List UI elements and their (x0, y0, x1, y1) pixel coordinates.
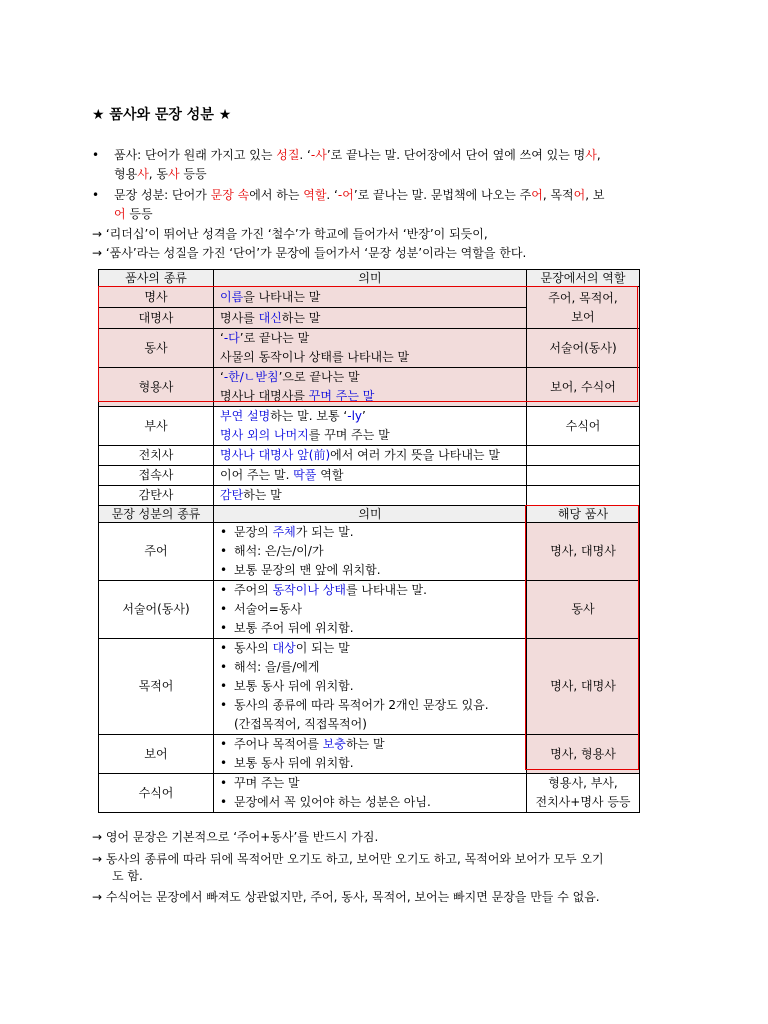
component-name: 수식어 (99, 774, 214, 813)
pos-name: 대명사 (99, 308, 214, 329)
sentence-components-table (98, 505, 640, 813)
footer-note-2: → 동사의 종류에 따라 뒤에 목적어만 오기도 하고, 보어만 오기도 하고, 목적어와 보어가 모두 오기 (92, 852, 604, 866)
pos-meaning: 명사를 대신하는 말 (214, 308, 527, 329)
component-meaning: • 문장의 주체가 되는 말. • 해석: 은/는/이/가 • 보통 문장의 맨 앞에 위치함. (214, 523, 527, 581)
pos-role: 주어, 목적어, 보어 (527, 287, 640, 329)
pos-name: 명사 (99, 287, 214, 308)
pos-meaning: 부연 설명하는 말. 보통 ‘-ly’ 명사 외의 나머지를 꾸며 주는 말 (214, 407, 527, 446)
table-row (99, 368, 640, 407)
intro-bullet-component: 문장 성분: 단어가 문장 속에서 하는 역할. ‘-어’로 끝나는 말. 문법책에 나오는 주어, 목적어, 보 (114, 188, 605, 202)
footer-note-3: → 수식어는 문장에서 빠져도 상관없지만, 주어, 동사, 목적어, 보어는 빠지면 문장을 만들 수 없음. (92, 890, 600, 904)
component-meaning: • 주어의 동작이나 상태를 나타내는 말. • 서술어=동사 • 보통 주어 뒤에 위치함. (214, 581, 527, 639)
pos-role: 수식어 (527, 407, 640, 446)
component-pos: 동사 (527, 581, 640, 639)
col-header: 의미 (214, 270, 527, 287)
bullet-mark: • (92, 148, 100, 162)
intro-bullet-component-cont: 어 등등 (114, 207, 153, 221)
pos-name: 접속사 (99, 466, 214, 486)
pos-name: 동사 (99, 329, 214, 368)
table-row (99, 329, 640, 368)
pos-role (527, 486, 640, 506)
col-header: 의미 (214, 506, 527, 523)
pos-name: 감탄사 (99, 486, 214, 506)
pos-role (527, 466, 640, 486)
intro-bullet-pos: 품사: 단어가 원래 가지고 있는 성질. ‘-사’로 끝나는 말. 단어장에서 단어 옆에 쓰여 있는 명사, (114, 148, 601, 162)
component-meaning: • 꾸며 주는 말 • 문장에서 꼭 있어야 하는 성분은 아님. (214, 774, 527, 813)
table-row (99, 735, 640, 774)
pos-name: 부사 (99, 407, 214, 446)
component-pos: 명사, 대명사 (527, 523, 640, 581)
pos-meaning: ‘-다’로 끝나는 말 사물의 동작이나 상태를 나타내는 말 (214, 329, 527, 368)
parts-of-speech-table (98, 269, 640, 506)
component-pos: 명사, 형용사 (527, 735, 640, 774)
component-name: 주어 (99, 523, 214, 581)
intro-bullet-pos-cont: 형용사, 동사 등등 (114, 167, 207, 181)
component-meaning: • 동사의 대상이 되는 말 • 해석: 을/를/에게 • 보통 동사 뒤에 위치함. • 동사의 종류에 따라 목적어가 2개인 문장도 있음. (간접목적어, 직접목적어) (214, 639, 527, 735)
component-pos: 명사, 대명사 (527, 639, 640, 735)
component-name: 목적어 (99, 639, 214, 735)
pos-meaning: 이어 주는 말. 딱풀 역할 (214, 466, 527, 486)
table-row (99, 774, 640, 813)
intro-arrow-2: → ‘품사’라는 성질을 가진 ‘단어’가 문장에 들어가서 ‘문장 성분’이라는 역할을 한다. (92, 246, 527, 260)
component-meaning: • 주어나 목적어를 보충하는 말 • 보통 동사 뒤에 위치함. (214, 735, 527, 774)
col-header: 품사의 종류 (99, 270, 214, 287)
table-row (99, 407, 640, 446)
table-row (99, 523, 640, 581)
page-title: ★ 품사와 문장 성분 ★ (92, 107, 232, 123)
col-header: 문장 성분의 종류 (99, 506, 214, 523)
pos-role (527, 446, 640, 466)
pos-role: 서술어(동사) (527, 329, 640, 368)
component-name: 서술어(동사) (99, 581, 214, 639)
table-row (99, 446, 640, 466)
table-row (99, 466, 640, 486)
bullet-mark: • (92, 188, 100, 202)
component-name: 보어 (99, 735, 214, 774)
pos-role: 보어, 수식어 (527, 368, 640, 407)
pos-meaning: ‘-한/ㄴ받침’으로 끝나는 말 명사나 대명사를 꾸며 주는 말 (214, 368, 527, 407)
pos-meaning: 명사나 대명사 앞(前)에서 여러 가지 뜻을 나타내는 말 (214, 446, 527, 466)
pos-meaning: 감탄하는 말 (214, 486, 527, 506)
pos-meaning: 이름을 나타내는 말 (214, 287, 527, 308)
table-row (99, 639, 640, 735)
table-row (99, 287, 640, 308)
footer-note-1: → 영어 문장은 기본적으로 ‘주어+동사’를 반드시 가짐. (92, 830, 379, 844)
table-row (99, 486, 640, 506)
pos-name: 형용사 (99, 368, 214, 407)
pos-name: 전치사 (99, 446, 214, 466)
table-row (99, 581, 640, 639)
intro-arrow-1: → ‘리더십’이 뛰어난 성격을 가진 ‘철수’가 학교에 들어가서 ‘반장’이 되듯이, (92, 227, 488, 241)
col-header: 해당 품사 (527, 506, 640, 523)
component-pos: 형용사, 부사, 전치사+명사 등등 (527, 774, 640, 813)
col-header: 문장에서의 역할 (527, 270, 640, 287)
footer-note-2-cont: 도 함. (112, 869, 143, 883)
